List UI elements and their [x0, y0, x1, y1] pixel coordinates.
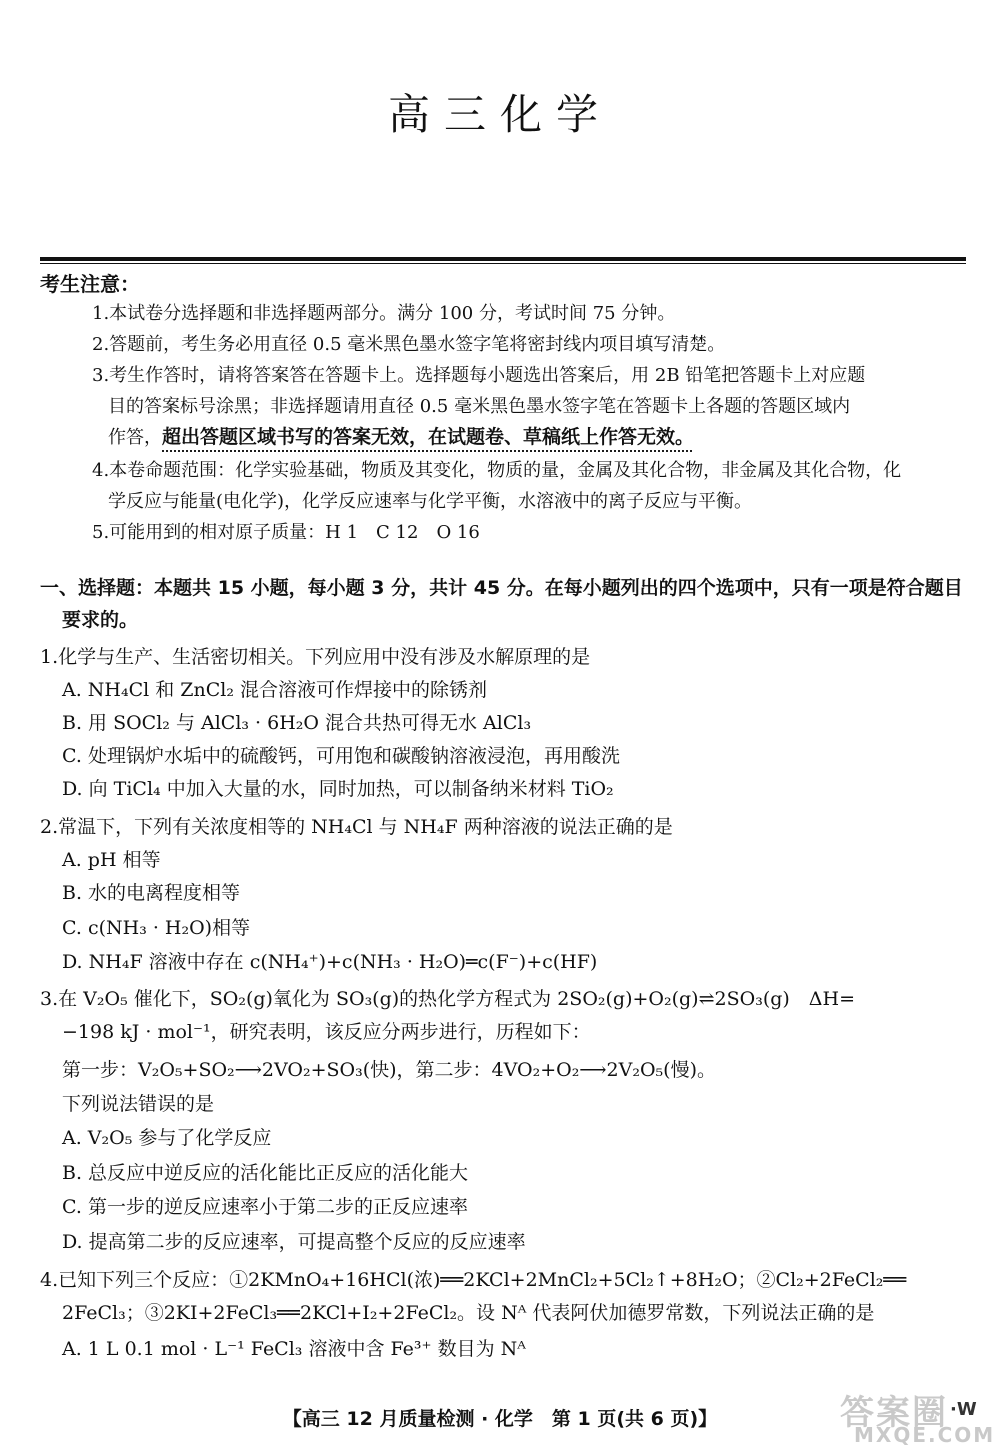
notice-item-3-prefix: 作答， — [108, 427, 162, 448]
notice-item-4: 4.本卷命题范围：化学实验基础，物质及其变化，物质的量，金属及其化合物，非金属及其化合物，化 — [92, 460, 902, 481]
q1-option-d: D. 向 TiCl₄ 中加入大量的水，同时加热，可以制备纳米材料 TiO₂ — [62, 778, 614, 800]
q1-option-b: B. 用 SOCl₂ 与 AlCl₃ · 6H₂O 混合共热可得无水 AlCl₃ — [62, 712, 532, 734]
notice-item-2: 2.答题前，考生务必用直径 0.5 毫米黑色墨水签字笔将密封线内项目填写清楚。 — [92, 334, 726, 355]
q4-option-a: A. 1 L 0.1 mol · L⁻¹ FeCl₃ 溶液中含 Fe³⁺ 数目为 Nᴬ — [62, 1338, 526, 1360]
q3-option-c: C. 第一步的逆反应速率小于第二步的正反应速率 — [62, 1196, 468, 1218]
page-footer: 【高三 12 月质量检测 · 化学 第 1 页(共 6 页)】 — [282, 1408, 718, 1430]
q3-stem-4: 下列说法错误的是 — [62, 1093, 215, 1115]
q2-stem: 2.常温下，下列有关浓度相等的 NH₄Cl 与 NH₄F 两种溶液的说法正确的是 — [40, 816, 673, 838]
notice-emphasis: 超出答题区域书写的答案无效，在试题卷、草稿纸上作答无效。 — [162, 426, 695, 448]
watermark-logo — [840, 1385, 996, 1451]
q3-stem-3: 第一步：V₂O₅+SO₂⟶2VO₂+SO₃(快)，第二步：4VO₂+O₂⟶2V₂O₅(慢)。 — [62, 1059, 716, 1081]
section-heading-line1: 一、选择题：本题共 15 小题，每小题 3 分，共计 45 分。在每小题列出的四个选项中，只有一项是符合题目 — [40, 577, 963, 599]
watermark-line2: MXQE.COM — [854, 1423, 996, 1447]
notice-item-1: 1.本试卷分选择题和非选择题两部分。满分 100 分，考试时间 75 分钟。 — [92, 303, 676, 324]
notice-item-5: 5.可能用到的相对原子质量：H 1 C 12 O 16 — [92, 522, 480, 543]
q3-stem-2: −198 kJ · mol⁻¹，研究表明，该反应分两步进行，历程如下： — [62, 1021, 591, 1043]
q1-option-a: A. NH₄Cl 和 ZnCl₂ 混合溶液可作焊接中的除锈剂 — [62, 679, 488, 701]
q2-option-b: B. 水的电离程度相等 — [62, 882, 241, 904]
header-rule-thin — [40, 263, 966, 264]
header-rule-thick — [40, 257, 966, 261]
notice-heading: 考生注意： — [40, 272, 140, 296]
q3-option-a: A. V₂O₅ 参与了化学反应 — [62, 1127, 272, 1149]
q2-option-c: C. c(NH₃ · H₂O)相等 — [62, 917, 251, 939]
watermark-mark: ·W — [950, 1399, 977, 1420]
q2-option-d: D. NH₄F 溶液中存在 c(NH₄⁺)+c(NH₃ · H₂O)═c(F⁻)+c(HF) — [62, 951, 598, 973]
q1-option-c: C. 处理锅炉水垢中的硫酸钙，可用饱和碳酸钠溶液浸泡，再用酸洗 — [62, 745, 620, 767]
page-title: 高三化学 — [387, 90, 612, 139]
watermark-line1: 答案圈 — [840, 1393, 948, 1433]
section-heading-line2: 要求的。 — [62, 609, 139, 631]
q3-option-d: D. 提高第二步的反应速率，可提高整个反应的反应速率 — [62, 1231, 526, 1253]
q1-stem: 1.化学与生产、生活密切相关。下列应用中没有涉及水解原理的是 — [40, 646, 591, 668]
q2-option-a: A. pH 相等 — [62, 849, 161, 871]
q4-stem-1: 4.已知下列三个反应：①2KMnO₄+16HCl(浓)══2KCl+2MnCl₂+5Cl₂↑+8H₂O；②Cl₂+2FeCl₂══ — [40, 1269, 907, 1291]
q3-option-b: B. 总反应中逆反应的活化能比正反应的活化能大 — [62, 1162, 469, 1184]
notice-item-3-cont: 目的答案标号涂黑；非选择题请用直径 0.5 毫米黑色墨水签字笔在答题卡上各题的答题区域内 — [108, 396, 851, 417]
notice-item-4-cont: 学反应与能量(电化学)，化学反应速率与化学平衡，水溶液中的离子反应与平衡。 — [108, 491, 753, 512]
q3-stem-1: 3.在 V₂O₅ 催化下，SO₂(g)氧化为 SO₃(g)的热化学方程式为 2SO₂(g)+O₂(g)⇌2SO₃(g) ΔH= — [40, 988, 856, 1010]
notice-item-3-cont2 — [108, 422, 962, 453]
notice-item-3: 3.考生作答时，请将答案答在答题卡上。选择题每小题选出答案后，用 2B 铅笔把答题卡上对应题 — [92, 365, 866, 386]
q4-stem-2: 2FeCl₃；③2KI+2FeCl₃══2KCl+I₂+2FeCl₂。设 Nᴬ 代表阿伏加德罗常数，下列说法正确的是 — [62, 1302, 875, 1324]
